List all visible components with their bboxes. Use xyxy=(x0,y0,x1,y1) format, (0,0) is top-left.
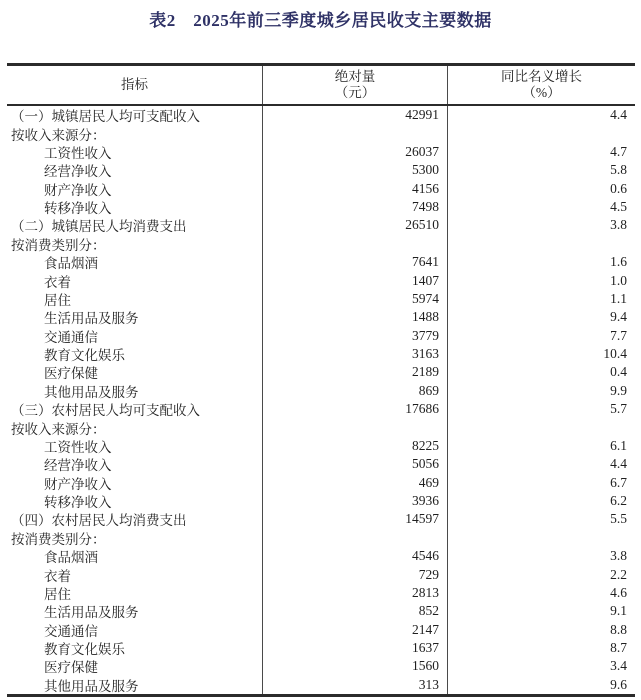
indicator-cell: 转移净收入 xyxy=(44,495,112,511)
table-row xyxy=(7,345,635,363)
indicator-cell: 居住 xyxy=(44,586,71,602)
absolute-amount-cell: 1637 xyxy=(262,639,447,657)
growth-cell: 8.8 xyxy=(447,621,635,639)
indicator-cell: 生活用品及服务 xyxy=(44,605,139,621)
table-row xyxy=(7,363,635,381)
table-row xyxy=(7,271,635,289)
indicator-cell: （二）城镇居民人均消费支出 xyxy=(11,219,187,235)
indicator-cell: （四）农村居民人均消费支出 xyxy=(11,513,187,529)
indicator-cell: 其他用品及服务 xyxy=(44,678,139,694)
table-row xyxy=(7,657,635,675)
indicator-cell: 经营净收入 xyxy=(44,458,112,474)
growth-cell xyxy=(447,124,635,142)
table-row xyxy=(7,621,635,639)
growth-cell: 1.1 xyxy=(447,290,635,308)
table-row xyxy=(7,437,635,455)
table-row xyxy=(7,676,635,694)
indicator-cell: 交通通信 xyxy=(44,329,98,345)
growth-cell: 6.1 xyxy=(447,437,635,455)
indicator-cell: 医疗保健 xyxy=(44,660,98,676)
indicator-cell: （三）农村居民人均可支配收入 xyxy=(11,403,200,419)
growth-cell: 4.5 xyxy=(447,198,635,216)
growth-cell: 6.7 xyxy=(447,474,635,492)
indicator-cell: 居住 xyxy=(44,292,71,308)
growth-cell: 9.4 xyxy=(447,308,635,326)
table-row xyxy=(7,639,635,657)
growth-cell: 4.4 xyxy=(447,106,635,124)
table-row xyxy=(7,308,635,326)
absolute-amount-cell: 852 xyxy=(262,602,447,620)
absolute-amount-cell: 8225 xyxy=(262,437,447,455)
table-row xyxy=(7,235,635,253)
indicator-cell: 衣着 xyxy=(44,568,71,584)
growth-cell: 4.6 xyxy=(447,584,635,602)
indicator-cell: 按收入来源分： xyxy=(11,127,106,143)
growth-cell: 7.7 xyxy=(447,327,635,345)
header-cell-absolute-amount xyxy=(262,66,447,104)
indicator-cell: （一）城镇居民人均可支配收入 xyxy=(11,109,200,125)
absolute-amount-cell xyxy=(262,124,447,142)
indicator-cell: 财产净收入 xyxy=(44,476,112,492)
header-growth-line2: （%） xyxy=(522,85,561,100)
absolute-amount-cell: 1488 xyxy=(262,308,447,326)
data-table xyxy=(7,63,635,697)
growth-cell: 3.8 xyxy=(447,547,635,565)
growth-cell: 6.2 xyxy=(447,492,635,510)
growth-cell xyxy=(447,529,635,547)
table-row xyxy=(7,474,635,492)
growth-cell: 1.0 xyxy=(447,271,635,289)
header-indicator-label: 指标 xyxy=(121,77,148,92)
indicator-cell: 其他用品及服务 xyxy=(44,384,139,400)
growth-cell: 2.2 xyxy=(447,565,635,583)
absolute-amount-cell: 7641 xyxy=(262,253,447,271)
growth-cell: 4.4 xyxy=(447,455,635,473)
absolute-amount-cell: 7498 xyxy=(262,198,447,216)
header-absolute-line2: （元） xyxy=(334,85,376,100)
table-row xyxy=(7,382,635,400)
absolute-amount-cell: 2813 xyxy=(262,584,447,602)
table-row xyxy=(7,143,635,161)
indicator-cell: 按消费类别分： xyxy=(11,237,106,253)
absolute-amount-cell: 1560 xyxy=(262,657,447,675)
growth-cell: 5.7 xyxy=(447,400,635,418)
table-row xyxy=(7,290,635,308)
absolute-amount-cell: 2147 xyxy=(262,621,447,639)
table-row xyxy=(7,400,635,418)
growth-cell: 5.8 xyxy=(447,161,635,179)
indicator-cell: 经营净收入 xyxy=(44,164,112,180)
growth-cell: 3.4 xyxy=(447,657,635,675)
table-row xyxy=(7,216,635,234)
table-row xyxy=(7,584,635,602)
table-row xyxy=(7,327,635,345)
table-row xyxy=(7,198,635,216)
header-growth-line1: 同比名义增长 xyxy=(501,69,582,84)
growth-cell: 10.4 xyxy=(447,345,635,363)
table-row xyxy=(7,529,635,547)
growth-cell: 9.9 xyxy=(447,382,635,400)
table-row xyxy=(7,180,635,198)
absolute-amount-cell: 5300 xyxy=(262,161,447,179)
table-row xyxy=(7,124,635,142)
indicator-cell: 衣着 xyxy=(44,274,71,290)
absolute-amount-cell xyxy=(262,235,447,253)
absolute-amount-cell: 14597 xyxy=(262,510,447,528)
table-row xyxy=(7,455,635,473)
growth-cell: 8.7 xyxy=(447,639,635,657)
header-cell-growth xyxy=(447,66,635,104)
indicator-cell: 交通通信 xyxy=(44,623,98,639)
absolute-amount-cell: 4156 xyxy=(262,180,447,198)
indicator-cell: 教育文化娱乐 xyxy=(44,642,125,658)
absolute-amount-cell: 3936 xyxy=(262,492,447,510)
absolute-amount-cell: 5974 xyxy=(262,290,447,308)
table-row xyxy=(7,492,635,510)
indicator-cell: 工资性收入 xyxy=(44,145,112,161)
absolute-amount-cell: 313 xyxy=(262,676,447,694)
table-row xyxy=(7,161,635,179)
indicator-cell: 财产净收入 xyxy=(44,182,112,198)
indicator-cell: 按消费类别分： xyxy=(11,531,106,547)
table-row xyxy=(7,253,635,271)
indicator-cell: 按收入来源分： xyxy=(11,421,106,437)
growth-cell: 0.4 xyxy=(447,363,635,381)
growth-cell: 5.5 xyxy=(447,510,635,528)
growth-cell: 0.6 xyxy=(447,180,635,198)
growth-cell: 9.1 xyxy=(447,602,635,620)
growth-cell: 3.8 xyxy=(447,216,635,234)
table-header xyxy=(7,66,635,106)
absolute-amount-cell: 729 xyxy=(262,565,447,583)
table-row xyxy=(7,418,635,436)
absolute-amount-cell: 5056 xyxy=(262,455,447,473)
absolute-amount-cell: 469 xyxy=(262,474,447,492)
table-row xyxy=(7,106,635,124)
indicator-cell: 生活用品及服务 xyxy=(44,311,139,327)
table-row xyxy=(7,510,635,528)
growth-cell: 9.6 xyxy=(447,676,635,694)
indicator-cell: 食品烟酒 xyxy=(44,256,98,272)
growth-cell xyxy=(447,418,635,436)
indicator-cell: 转移净收入 xyxy=(44,201,112,217)
header-absolute-line1: 绝对量 xyxy=(334,69,376,84)
absolute-amount-cell: 1407 xyxy=(262,271,447,289)
page-title: 表2 2025年前三季度城乡居民收支主要数据 xyxy=(149,11,492,30)
absolute-amount-cell: 3779 xyxy=(262,327,447,345)
absolute-amount-cell xyxy=(262,418,447,436)
absolute-amount-cell: 17686 xyxy=(262,400,447,418)
table-row xyxy=(7,602,635,620)
indicator-cell: 医疗保健 xyxy=(44,366,98,382)
absolute-amount-cell: 3163 xyxy=(262,345,447,363)
table-row xyxy=(7,565,635,583)
growth-cell: 1.6 xyxy=(447,253,635,271)
growth-cell: 4.7 xyxy=(447,143,635,161)
indicator-cell: 工资性收入 xyxy=(44,439,112,455)
growth-cell xyxy=(447,235,635,253)
absolute-amount-cell: 26510 xyxy=(262,216,447,234)
absolute-amount-cell: 4546 xyxy=(262,547,447,565)
table-row xyxy=(7,547,635,565)
absolute-amount-cell xyxy=(262,529,447,547)
table-body xyxy=(7,106,635,694)
absolute-amount-cell: 42991 xyxy=(262,106,447,124)
indicator-cell: 教育文化娱乐 xyxy=(44,348,125,364)
indicator-cell: 食品烟酒 xyxy=(44,550,98,566)
absolute-amount-cell: 2189 xyxy=(262,363,447,381)
absolute-amount-cell: 869 xyxy=(262,382,447,400)
header-cell-indicator xyxy=(7,66,262,104)
absolute-amount-cell: 26037 xyxy=(262,143,447,161)
